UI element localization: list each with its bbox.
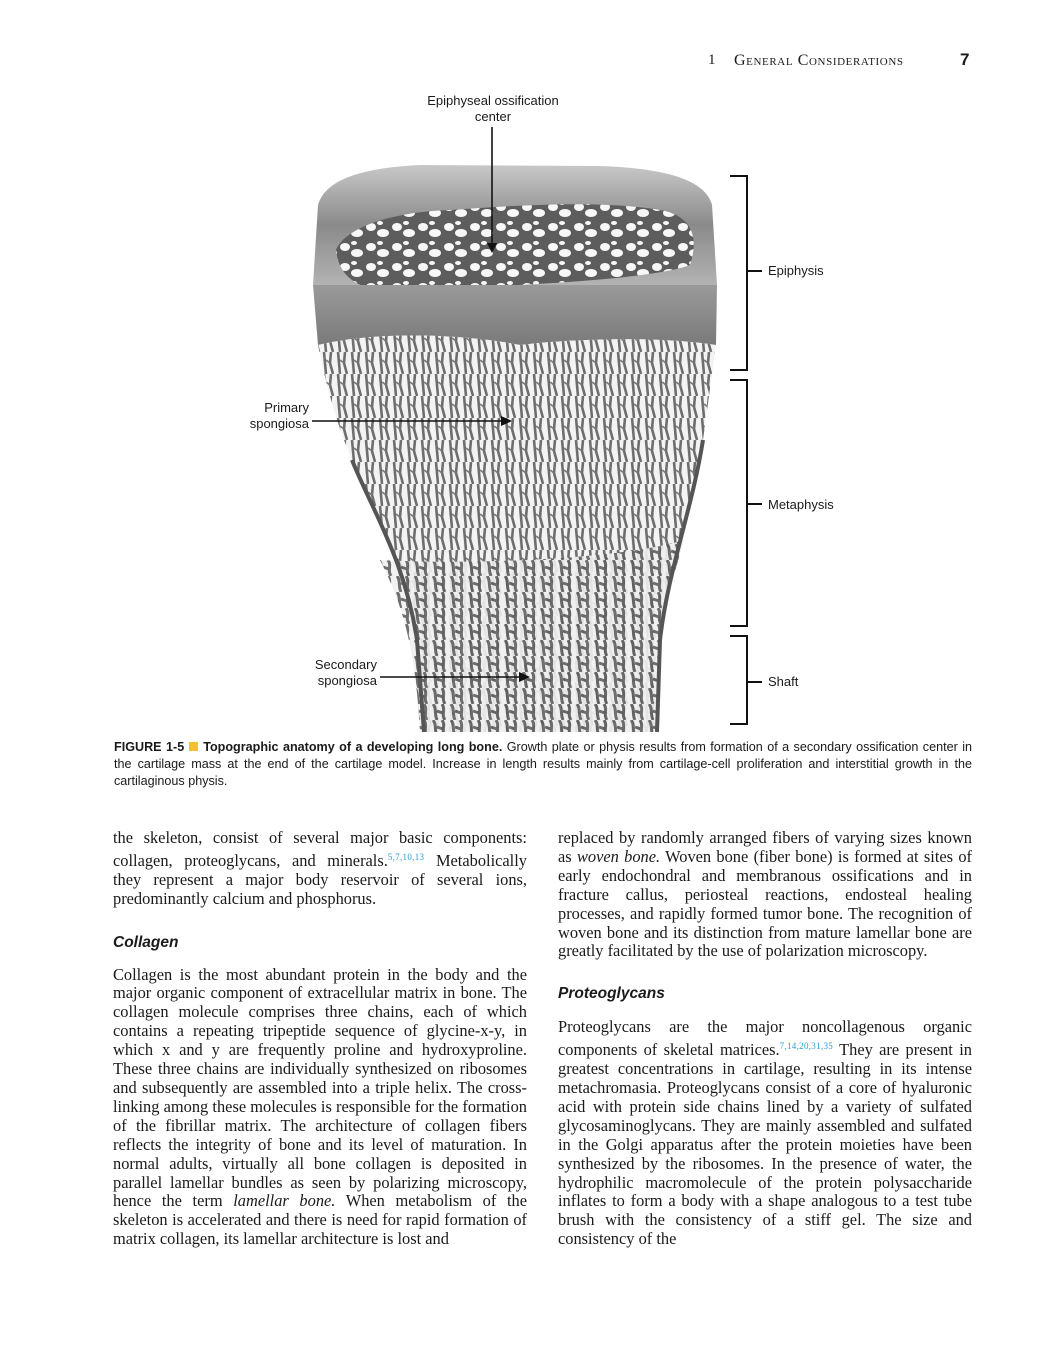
label-line: Secondary (314, 657, 377, 672)
caption-text: Growth plate or physis results from formation of a secondary ossification center in the cartilage mass at the end of the cartilage model. Increase in length results mainly from cartilage-cell proliferation and interstitial growth in the cartilaginous physis. (114, 740, 973, 788)
text-span: They are present in greatest concentrations in cartilage, resulting in its intense metachromasia. Proteoglycans consist of a core of hyaluronic acid with protein side chains lined by a variety of sulfated glycosaminoglycans. They are mainly assembled and sulfated in the Golgi apparatus after the protein moieties have been synthesized by the ribosomes. In the presence of water, the hydrophilic macromolecule of the protein polysaccharide inflates to form a body with a shape analogous to a test tube brush with the consistency of a stiff gel. The size and consistency of the (558, 1040, 972, 1249)
right-column (558, 829, 972, 1249)
emphasis-term: woven bone. (576, 846, 661, 866)
emphasis-term: lamellar bone. (233, 1191, 336, 1211)
heading-proteoglycans: Proteoglycans (558, 985, 665, 1003)
label-line: center (474, 109, 512, 124)
label-line: Primary (264, 400, 309, 415)
heading-collagen: Collagen (113, 933, 179, 951)
text-span: the skeleton, consist of several major basic components: collagen, proteoglycans, and minerals. (113, 828, 527, 870)
chapter-number: 1 (708, 52, 717, 68)
paragraph-collagen (113, 966, 527, 1250)
reference-superscript[interactable]: 7,14,20,31,35 (779, 1041, 834, 1052)
figure-1-5 (0, 80, 1052, 740)
label-line: spongiosa (249, 416, 309, 431)
page-number: 7 (959, 50, 970, 69)
paragraph-intro (113, 829, 527, 909)
label-secondary-spongiosa (250, 657, 377, 689)
text-span: Collagen is the most abundant protein in the body and the major organic component of extracellular matrix in bone. The collagen molecule comprises three chains, each of which contains a repeating tripeptide sequence of glycine-x-y, in which x and y are frequently proline and hydroxyproline. These three chains are individually synthesized on ribosomes and subsequently are assembled into a triple helix. The cross-linking among these molecules is responsible for the formation of the fibrillar matrix. The architecture of collagen fibers reflects the integrity of bone and its level of maturation. In normal adults, virtually all bone collagen is deposited in parallel lamellar bundles as seen by polarizing microscopy, hence the term (113, 964, 527, 1211)
text-span: When metabolism of the skeleton is accelerated and there is need for rapid formation of matrix collagen, its lamellar architecture is lost and (113, 1191, 527, 1249)
label-epiphyseal-ossification-center (408, 93, 578, 125)
text-span: Proteoglycans are the major noncollagenous organic components of skeletal matrices. (558, 1017, 972, 1060)
running-header (640, 50, 970, 72)
label-epiphysis: Epiphysis (768, 263, 824, 278)
paragraph-proteoglycans (558, 1018, 972, 1249)
figure-number: FIGURE 1-5 (114, 740, 185, 754)
chapter-title: General Considerations (734, 52, 904, 69)
left-column (113, 829, 527, 1249)
label-line: spongiosa (317, 673, 377, 688)
label-primary-spongiosa (200, 400, 309, 432)
text-span: Metabolically they represent a major body reservoir of several ions, predominantly calcium and phosphorus. (113, 850, 527, 908)
reference-superscript[interactable]: 5,7,10,13 (387, 851, 425, 862)
text-span: replaced by randomly arranged fibers of varying sizes known as (558, 828, 972, 866)
label-line: Epiphyseal ossification (427, 93, 559, 108)
paragraph-woven-bone (558, 829, 972, 961)
figure-caption (114, 739, 972, 790)
caption-square-icon (189, 742, 198, 751)
figure-title: Topographic anatomy of a developing long bone. (203, 740, 503, 754)
label-shaft: Shaft (768, 674, 799, 689)
text-span: Woven bone (fiber bone) is formed at sites of early endochondral and membranous ossifications and in fracture callus, periosteal reactions, endosteal healing processes, and rapidly formed tumor bone. The recognition of woven bone and its distinction from mature lamellar bone are greatly facilitated by the use of polarization microscopy. (558, 846, 972, 961)
label-metaphysis: Metaphysis (768, 497, 834, 512)
bone-micrograph (0, 80, 1052, 740)
